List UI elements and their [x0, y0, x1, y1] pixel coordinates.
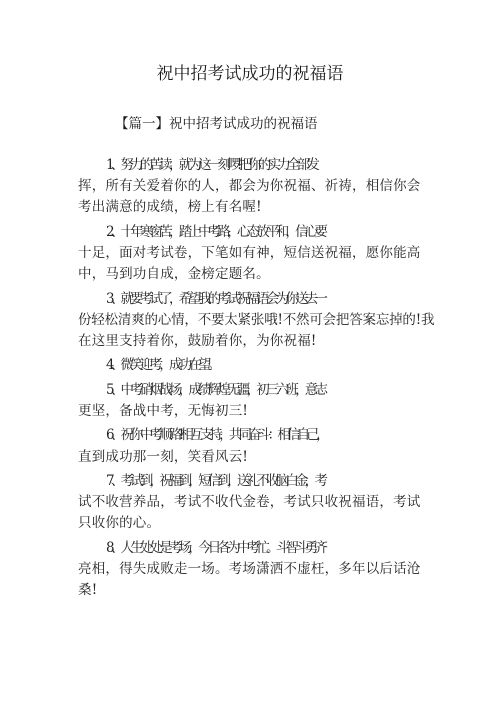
paragraph-line: 1、努力的苦读，就为这一刻啰!把你的实力全部发: [106, 157, 317, 173]
paragraph-3: [78, 289, 434, 353]
paragraph-line: 4、微笑迎考，成功在望。: [106, 357, 218, 374]
paragraph-line: 桑!: [78, 582, 98, 599]
paragraph-line: 5、中考硝烟战场，成绩辉煌无疆，初三六班，意志: [106, 381, 325, 398]
paragraph-6: [78, 425, 434, 467]
paragraph-line: 7、考试到，祝福到，短信到，送礼不收脑白金，考: [106, 472, 325, 489]
paragraph-line: 2、十年寒窗苦，踏上中考路，心态放平和，信心要: [106, 223, 325, 240]
paragraph-line: 试不收营养品，考试不收代金卷，考试只收祝福语，考试: [78, 494, 421, 511]
paragraph-8: [78, 538, 434, 602]
paragraph-line: 十足，面对考试卷，下笔如有神，短信送祝福，愿你能高: [78, 245, 421, 261]
paragraph-line: 在这里支持着你，鼓励着你，为你祝福!: [78, 333, 317, 349]
paragraph-line: 8、人生处处是考场，今日各为中考忙。斗智斗勇齐: [106, 539, 325, 556]
section-heading: 【篇一】祝中招考试成功的祝福语: [115, 116, 318, 132]
paragraph-line: 亮相，得失成败走一场。考场潇洒不虚枉，多年以后话沧: [78, 560, 421, 577]
paragraph-4: [78, 355, 434, 376]
paragraph-5: [78, 380, 434, 422]
paragraph-line: 份轻松清爽的心情，不要太紧张哦!不然可会把答案忘掉的!我: [78, 311, 435, 328]
paragraph-7: [78, 471, 434, 535]
paragraph-line: 更坚，备战中考，无悔初三!: [78, 402, 249, 419]
paragraph-line: 直到成功那一刻，笑看风云!: [78, 448, 249, 465]
paragraph-line: 挥，所有关爱着你的人，都会为你祝福、祈祷，相信你会: [78, 178, 421, 195]
document-title: 祝中招考试成功的祝福语: [156, 64, 344, 84]
document-body: [78, 155, 434, 601]
paragraph-1: [78, 155, 434, 219]
paragraph-line: 考出满意的成绩，榜上有名喔!: [78, 199, 262, 216]
paragraph-line: 只收你的心。: [78, 515, 161, 532]
paragraph-line: 3、就要考试了，希望我的考试祝福语会为你送去一: [106, 290, 325, 307]
paragraph-2: [78, 222, 434, 286]
paragraph-line: 6、祝你中考顺路!相互支持，共同奋斗：相信自己，: [106, 427, 326, 444]
paragraph-line: 中，马到功自成，金榜定题名。: [78, 266, 270, 283]
